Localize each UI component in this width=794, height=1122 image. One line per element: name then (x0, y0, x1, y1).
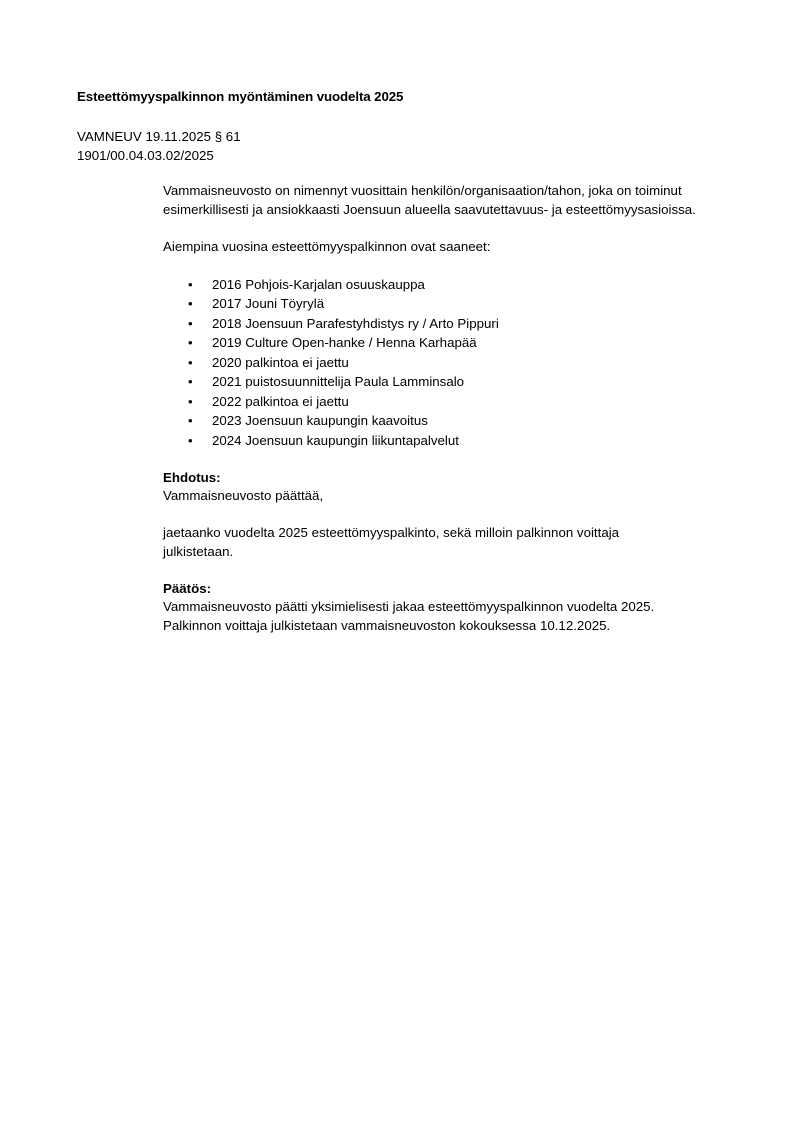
record-number: 1901/00.04.03.02/2025 (77, 148, 214, 163)
document-meta (77, 127, 241, 165)
bullet-icon: • (188, 374, 193, 389)
proposal-text: jaetaanko vuodelta 2025 esteettömyyspalkinto, sekä milloin palkinnon voittaja julkistetaan. (163, 525, 620, 559)
bullet-icon: • (188, 296, 193, 311)
awards-list (163, 275, 753, 451)
list-item: • 2022 palkintoa ei jaettu (163, 392, 753, 412)
bullet-icon: • (188, 354, 193, 370)
bullet-icon: • (188, 335, 193, 350)
bullet-icon: • (188, 276, 193, 292)
bullet-icon: • (188, 432, 193, 448)
bullet-icon: • (188, 315, 193, 331)
document-body (163, 182, 753, 635)
intro-paragraph: Vammaisneuvosto on nimennyt vuosittain henkilön/organisaation/tahon, joka on toiminut esimerkillisesti ja ansiokkaasti Joensuun alueella saavutettavuus- ja esteettömyysasioissa. (163, 183, 696, 217)
list-item: • 2019 Culture Open-hanke / Henna Karhapää (163, 333, 753, 353)
list-item: • 2021 puistosuunnittelija Paula Lamminsalo (163, 372, 753, 392)
list-item: • 2024 Joensuun kaupungin liikuntapalvelut (163, 431, 753, 451)
previous-winners-heading: Aiempina vuosina esteettömyyspalkinnon ovat saaneet: (163, 238, 491, 254)
bullet-icon: • (188, 393, 193, 409)
proposal-intro: Vammaisneuvosto päättää, (163, 488, 324, 503)
meeting-reference: VAMNEUV 19.11.2025 § 61 (77, 129, 241, 144)
decision-text: Vammaisneuvosto päätti yksimielisesti jakaa esteettömyyspalkinnon vuodelta 2025. (163, 599, 655, 614)
list-item: • 2020 palkintoa ei jaettu (163, 353, 753, 373)
document-title: Esteettömyyspalkinnon myöntäminen vuodelta 2025 (77, 89, 404, 104)
decision-heading: Päätös: (163, 580, 212, 596)
list-item: • 2023 Joensuun kaupungin kaavoitus (163, 411, 753, 431)
list-item: • 2017 Jouni Töyrylä (163, 294, 753, 314)
bullet-icon: • (188, 413, 193, 428)
list-item: • 2016 Pohjois-Karjalan osuuskauppa (163, 275, 753, 295)
decision-announcement: Palkinnon voittaja julkistetaan vammaisneuvoston kokouksessa 10.12.2025. (163, 617, 611, 633)
list-item: • 2018 Joensuun Parafestyhdistys ry / Arto Pippuri (163, 314, 753, 334)
proposal-heading: Ehdotus: (163, 469, 221, 485)
